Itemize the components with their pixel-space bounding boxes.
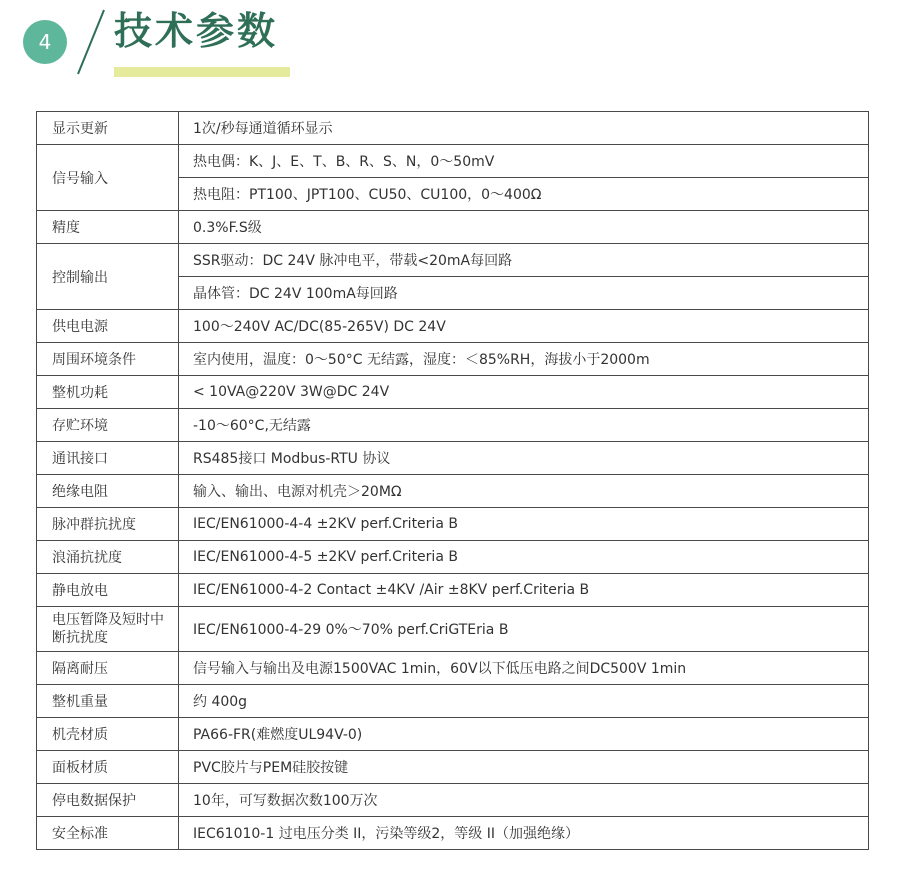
table-row: [37, 112, 869, 145]
spec-label: 浪涌抗扰度: [37, 541, 179, 574]
table-row: [37, 508, 869, 541]
spec-value: < 10VA@220V 3W@DC 24V: [179, 376, 869, 409]
spec-value: 约 400g: [179, 685, 869, 718]
spec-value: RS485接口 Modbus-RTU 协议: [179, 442, 869, 475]
table-row: [37, 784, 869, 817]
spec-value: 热电阻：PT100、JPT100、CU50、CU100，0～400Ω: [179, 178, 869, 211]
spec-value: 晶体管：DC 24V 100mA每回路: [179, 277, 869, 310]
spec-label: 显示更新: [37, 112, 179, 145]
spec-value: 室内使用，温度：0～50°C 无结露，湿度：＜85%RH，海拔小于2000m: [179, 343, 869, 376]
table-row: [37, 310, 869, 343]
spec-label: 周围环境条件: [37, 343, 179, 376]
spec-value: SSR驱动：DC 24V 脉冲电平，带载<20mA每回路: [179, 244, 869, 277]
spec-value: 热电偶：K、J、E、T、B、R、S、N，0～50mV: [179, 145, 869, 178]
table-row: [37, 409, 869, 442]
spec-label: 面板材质: [37, 751, 179, 784]
spec-value: -10～60°C,无结露: [179, 409, 869, 442]
section-title: 技术参数: [114, 9, 279, 53]
table-row: [37, 145, 869, 178]
table-row: [37, 817, 869, 850]
spec-value: IEC/EN61000-4-2 Contact ±4KV /Air ±8KV perf.Criteria B: [179, 574, 869, 607]
title-underline: [114, 67, 290, 77]
spec-label: 精度: [37, 211, 179, 244]
section-header: [0, 0, 900, 90]
table-row: [37, 475, 869, 508]
table-row: [37, 343, 869, 376]
spec-value: IEC/EN61000-4-4 ±2KV perf.Criteria B: [179, 508, 869, 541]
table-row: [37, 244, 869, 277]
spec-value: 10年，可写数据次数100万次: [179, 784, 869, 817]
spec-table: [36, 111, 869, 850]
spec-label: 安全标准: [37, 817, 179, 850]
spec-value: PVC胶片与PEM硅胶按键: [179, 751, 869, 784]
table-row: [37, 685, 869, 718]
spec-label: 机壳材质: [37, 718, 179, 751]
spec-label: 供电电源: [37, 310, 179, 343]
spec-label: 信号输入: [37, 145, 179, 211]
table-row: [37, 541, 869, 574]
table-row: [37, 652, 869, 685]
spec-label: 存贮环境: [37, 409, 179, 442]
spec-table-body: [37, 112, 869, 850]
spec-value: IEC/EN61000-4-29 0%～70% perf.CriGTEria B: [179, 607, 869, 652]
spec-label: 脉冲群抗扰度: [37, 508, 179, 541]
spec-value: 输入、输出、电源对机壳＞20MΩ: [179, 475, 869, 508]
spec-label: 隔离耐压: [37, 652, 179, 685]
table-row: [37, 751, 869, 784]
spec-value: 100～240V AC/DC(85-265V) DC 24V: [179, 310, 869, 343]
spec-value: 1次/秒每通道循环显示: [179, 112, 869, 145]
spec-value: IEC61010-1 过电压分类 II，污染等级2，等级 II（加强绝缘）: [179, 817, 869, 850]
spec-label: 控制输出: [37, 244, 179, 310]
table-row: [37, 718, 869, 751]
table-row: [37, 376, 869, 409]
spec-value: 0.3%F.S级: [179, 211, 869, 244]
table-row: [37, 574, 869, 607]
divider-slash-icon: [74, 8, 108, 76]
spec-label: 绝缘电阻: [37, 475, 179, 508]
spec-label: 停电数据保护: [37, 784, 179, 817]
spec-label: 通讯接口: [37, 442, 179, 475]
spec-value: PA66-FR(难燃度UL94V-0): [179, 718, 869, 751]
table-row: [37, 442, 869, 475]
table-row: [37, 211, 869, 244]
spec-label: 电压暂降及短时中断抗扰度: [37, 607, 179, 652]
spec-label: 整机功耗: [37, 376, 179, 409]
spec-value: IEC/EN61000-4-5 ±2KV perf.Criteria B: [179, 541, 869, 574]
table-row: [37, 607, 869, 652]
section-number-badge: 4: [23, 20, 67, 64]
spec-label: 整机重量: [37, 685, 179, 718]
spec-value: 信号输入与输出及电源1500VAC 1min，60V以下低压电路之间DC500V 1min: [179, 652, 869, 685]
spec-label: 静电放电: [37, 574, 179, 607]
